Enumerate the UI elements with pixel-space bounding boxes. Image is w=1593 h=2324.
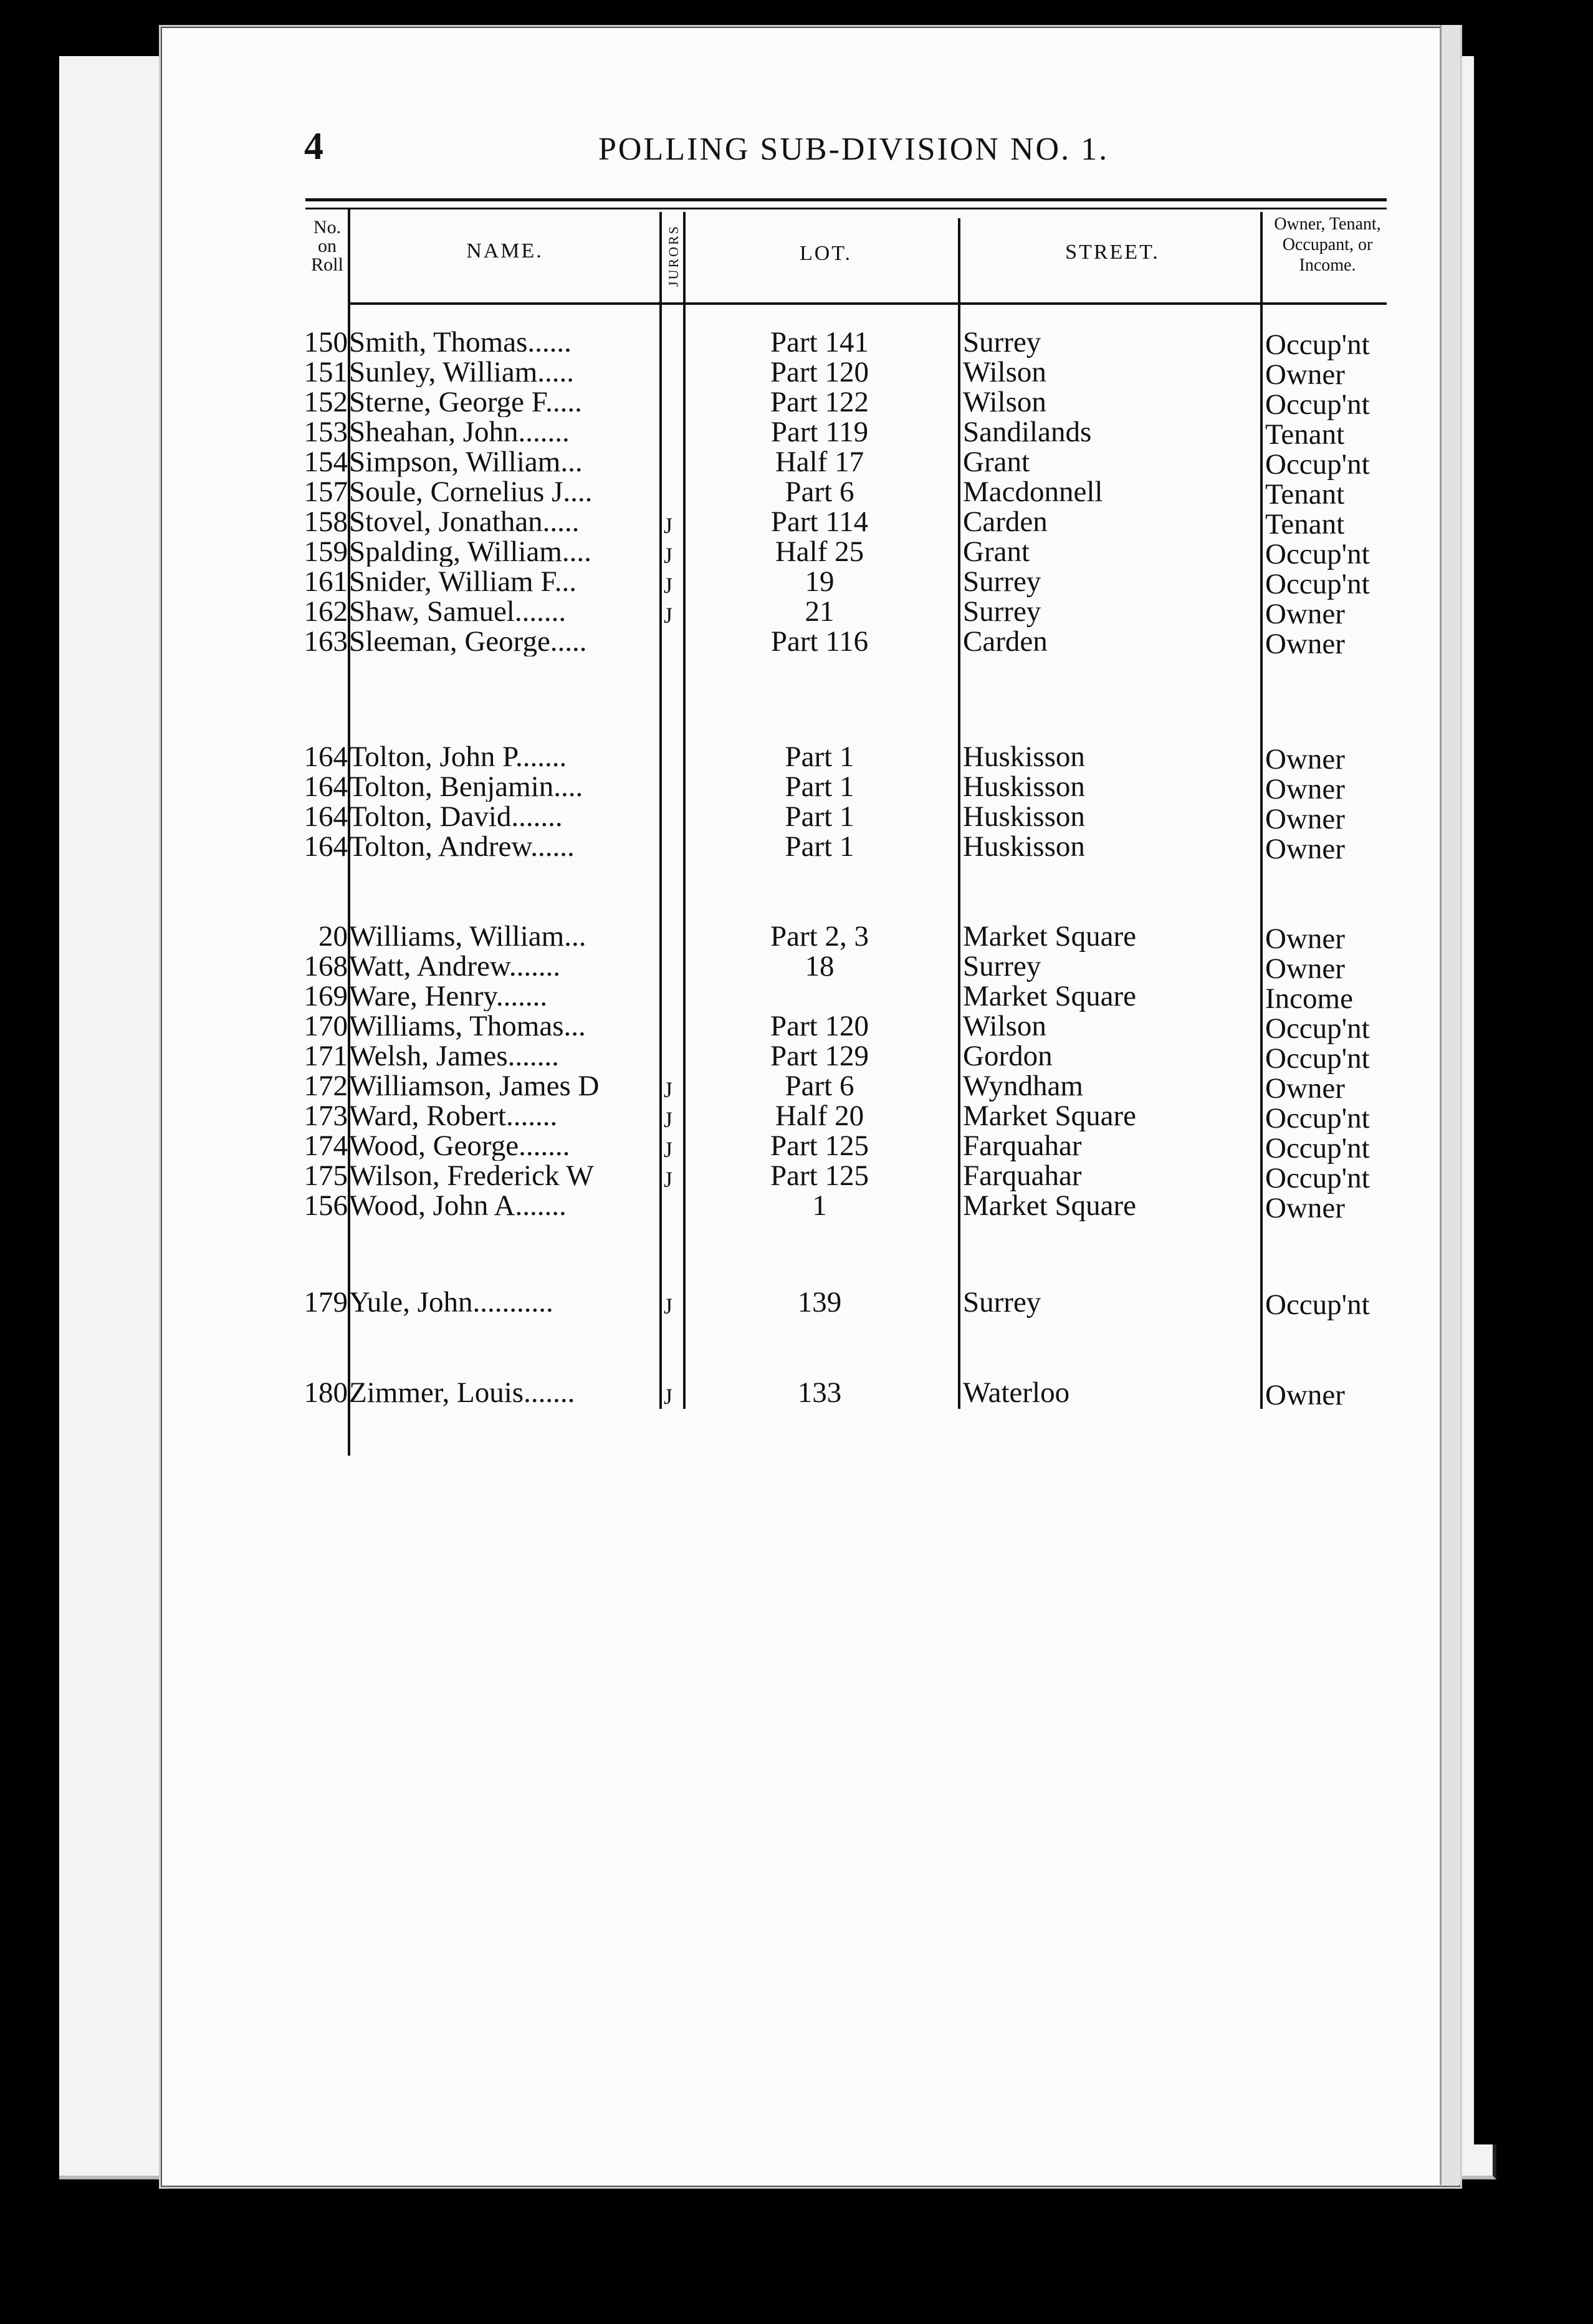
roll-number: 179 xyxy=(304,1286,348,1318)
lot-value: Part 6 xyxy=(785,1070,854,1102)
holding-status: Occup'nt xyxy=(1265,1012,1370,1045)
voter-name: Wilson, Frederick W xyxy=(349,1161,594,1191)
holding-status: Occup'nt xyxy=(1265,1102,1370,1135)
roll-number: 168 xyxy=(304,950,348,982)
page-edge xyxy=(1440,25,1460,2185)
voter-name: Sunley, William..... xyxy=(349,357,575,387)
holding-status: Occup'nt xyxy=(1265,448,1370,481)
holding-status: Occup'nt xyxy=(1265,388,1370,421)
voter-name: Williams, Thomas... xyxy=(349,1011,586,1041)
holding-status: Owner xyxy=(1265,743,1345,775)
street-name: Market Square xyxy=(963,1100,1136,1132)
voter-name: Wood, George....... xyxy=(349,1131,570,1161)
lot-value: 133 xyxy=(797,1376,842,1409)
street-name: Huskisson xyxy=(963,741,1085,773)
roll-number: 153 xyxy=(304,416,348,448)
street-name: Farquahar xyxy=(963,1130,1082,1162)
street-name: Wilson xyxy=(963,386,1046,418)
header-lot: LOT. xyxy=(799,242,853,265)
lot-value: Part 119 xyxy=(770,416,869,448)
holding-status: Owner xyxy=(1265,1379,1345,1411)
street-name: Waterloo xyxy=(963,1376,1070,1409)
running-head: POLLING SUB-DIVISION NO. 1. xyxy=(598,132,1109,167)
voter-name: Simpson, William... xyxy=(349,447,583,477)
lot-value: 21 xyxy=(805,595,835,628)
holding-status: Occup'nt xyxy=(1265,1042,1370,1075)
holding-status: Owner xyxy=(1265,803,1345,835)
roll-number: 162 xyxy=(304,595,348,628)
roll-number: 174 xyxy=(304,1130,348,1162)
voter-name: Sterne, George F..... xyxy=(349,387,582,417)
roll-number: 171 xyxy=(304,1040,348,1072)
rule-jurors-lot xyxy=(683,212,686,1409)
voter-name: Stovel, Jonathan..... xyxy=(349,507,580,537)
voter-name: Sleeman, George..... xyxy=(349,627,587,656)
voter-name: Tolton, David....... xyxy=(349,802,563,832)
voter-name: Smith, Thomas...... xyxy=(349,327,572,357)
voter-name: Watt, Andrew....... xyxy=(349,951,561,981)
lot-value: Part 125 xyxy=(770,1130,869,1162)
roll-number: 157 xyxy=(304,476,348,508)
roll-number: 152 xyxy=(304,386,348,418)
roll-number: 164 xyxy=(304,741,348,773)
lot-value: Part 1 xyxy=(785,771,854,803)
street-name: Huskisson xyxy=(963,771,1085,803)
juror-mark: J xyxy=(664,1384,673,1409)
scan-border xyxy=(1474,25,1593,2144)
street-name: Farquahar xyxy=(963,1160,1082,1192)
roll-number: 156 xyxy=(304,1189,348,1222)
lot-value: Part 120 xyxy=(770,1010,869,1042)
roll-number: 150 xyxy=(304,326,348,358)
voter-name: Wood, John A....... xyxy=(349,1191,567,1221)
holding-status: Occup'nt xyxy=(1265,1162,1370,1194)
holding-status: Occup'nt xyxy=(1265,329,1370,361)
street-name: Carden xyxy=(963,506,1048,538)
voter-name: Spalding, William.... xyxy=(349,537,591,567)
voter-name: Zimmer, Louis....... xyxy=(349,1378,575,1408)
lot-value: 139 xyxy=(797,1286,842,1318)
rule-street-status xyxy=(1260,212,1263,1409)
lot-value: Part 116 xyxy=(770,625,869,658)
street-name: Surrey xyxy=(963,1286,1041,1318)
street-name: Market Square xyxy=(963,920,1136,953)
street-name: Wilson xyxy=(963,1010,1046,1042)
holding-status: Owner xyxy=(1265,833,1345,865)
juror-mark: J xyxy=(664,1137,673,1162)
lot-value: Part 1 xyxy=(785,800,854,833)
voter-name: Tolton, Benjamin.... xyxy=(349,772,583,802)
street-name: Carden xyxy=(963,625,1048,658)
juror-mark: J xyxy=(664,513,673,538)
holding-status: Tenant xyxy=(1265,478,1345,511)
roll-number: 163 xyxy=(304,625,348,658)
voter-name: Ward, Robert....... xyxy=(349,1101,558,1131)
lot-value: Part 120 xyxy=(770,356,869,388)
voter-name: Williamson, James D xyxy=(349,1071,600,1101)
holding-status: Occup'nt xyxy=(1265,538,1370,570)
voter-name: Williams, William... xyxy=(349,921,586,951)
juror-mark: J xyxy=(664,1167,673,1192)
lot-value: 1 xyxy=(812,1189,827,1222)
top-rule-thick xyxy=(305,198,1387,201)
roll-number: 151 xyxy=(304,356,348,388)
holding-status: Occup'nt xyxy=(1265,1289,1370,1321)
street-name: Gordon xyxy=(963,1040,1053,1072)
rule-lot-street xyxy=(958,218,960,1409)
header-jurors: JURORS xyxy=(666,224,681,287)
lot-value: Half 25 xyxy=(775,535,864,568)
lot-value: Part 129 xyxy=(770,1040,869,1072)
holding-status: Owner xyxy=(1265,358,1345,391)
voter-name: Soule, Cornelius J.... xyxy=(349,477,593,507)
street-name: Market Square xyxy=(963,1189,1136,1222)
street-name: Macdonnell xyxy=(963,476,1103,508)
roll-number: 161 xyxy=(304,565,348,598)
holding-status: Occup'nt xyxy=(1265,1132,1370,1164)
holding-status: Owner xyxy=(1265,923,1345,955)
holding-status: Owner xyxy=(1265,1072,1345,1105)
header-name: NAME. xyxy=(466,239,543,262)
voter-name: Yule, John........... xyxy=(349,1287,553,1317)
voter-name: Sheahan, John....... xyxy=(349,417,570,447)
top-rule-thin xyxy=(305,208,1387,209)
rule-name-jurors xyxy=(659,212,662,1409)
juror-mark: J xyxy=(664,1107,673,1132)
roll-number: 172 xyxy=(304,1070,348,1102)
holding-status: Owner xyxy=(1265,953,1345,985)
street-name: Huskisson xyxy=(963,800,1085,833)
lot-value: Part 6 xyxy=(785,476,854,508)
roll-number: 164 xyxy=(304,771,348,803)
roll-number: 20 xyxy=(318,920,348,953)
lot-value: Half 20 xyxy=(775,1100,864,1132)
holding-status: Income xyxy=(1265,982,1353,1015)
lot-value: Half 17 xyxy=(775,446,864,478)
voter-name: Ware, Henry....... xyxy=(349,981,548,1011)
holding-status: Owner xyxy=(1265,628,1345,660)
roll-number: 175 xyxy=(304,1160,348,1192)
roll-number: 164 xyxy=(304,800,348,833)
street-name: Market Square xyxy=(963,980,1136,1012)
street-name: Surrey xyxy=(963,950,1041,982)
roll-number: 159 xyxy=(304,535,348,568)
roll-number: 154 xyxy=(304,446,348,478)
roll-number: 169 xyxy=(304,980,348,1012)
street-name: Surrey xyxy=(963,326,1041,358)
street-name: Wyndham xyxy=(963,1070,1083,1102)
street-name: Wilson xyxy=(963,356,1046,388)
lot-value: Part 1 xyxy=(785,741,854,773)
voter-name: Tolton, Andrew...... xyxy=(349,832,575,862)
juror-mark: J xyxy=(664,1077,673,1102)
voter-name: Shaw, Samuel....... xyxy=(349,597,567,627)
voter-name: Tolton, John P....... xyxy=(349,742,567,772)
holding-status: Occup'nt xyxy=(1265,568,1370,600)
street-name: Grant xyxy=(963,446,1030,478)
juror-mark: J xyxy=(664,603,673,628)
voter-name: Snider, William F... xyxy=(349,567,576,597)
lot-value: Part 125 xyxy=(770,1160,869,1192)
juror-mark: J xyxy=(664,543,673,568)
lot-value: Part 122 xyxy=(770,386,869,418)
voter-name: Welsh, James....... xyxy=(349,1041,559,1071)
lot-value: 19 xyxy=(805,565,835,598)
roll-number: 164 xyxy=(304,830,348,863)
lot-value: 18 xyxy=(805,950,835,982)
holding-status: Owner xyxy=(1265,598,1345,630)
street-name: Surrey xyxy=(963,565,1041,598)
holding-status: Tenant xyxy=(1265,508,1345,540)
header-bottom-rule xyxy=(349,302,1387,305)
street-name: Grant xyxy=(963,535,1030,568)
header-street: STREET. xyxy=(1065,241,1160,264)
street-name: Huskisson xyxy=(963,830,1085,863)
roll-number: 170 xyxy=(304,1010,348,1042)
street-name: Sandilands xyxy=(963,416,1092,448)
juror-mark: J xyxy=(664,1294,673,1318)
roll-number: 173 xyxy=(304,1100,348,1132)
header-no-on-roll: No. on Roll xyxy=(311,217,343,275)
lot-value: Part 141 xyxy=(770,326,869,358)
street-name: Surrey xyxy=(963,595,1041,628)
lot-value: Part 1 xyxy=(785,830,854,863)
holding-status: Owner xyxy=(1265,773,1345,805)
lot-value: Part 2, 3 xyxy=(770,920,869,953)
roll-number: 158 xyxy=(304,506,348,538)
header-status: Owner, Tenant, Occupant, or Income. xyxy=(1274,214,1381,275)
lot-value: Part 114 xyxy=(770,506,869,538)
holding-status: Tenant xyxy=(1265,418,1345,451)
roll-number: 180 xyxy=(304,1376,348,1409)
holding-status: Owner xyxy=(1265,1192,1345,1224)
page-number: 4 xyxy=(304,125,323,168)
juror-mark: J xyxy=(664,573,673,598)
